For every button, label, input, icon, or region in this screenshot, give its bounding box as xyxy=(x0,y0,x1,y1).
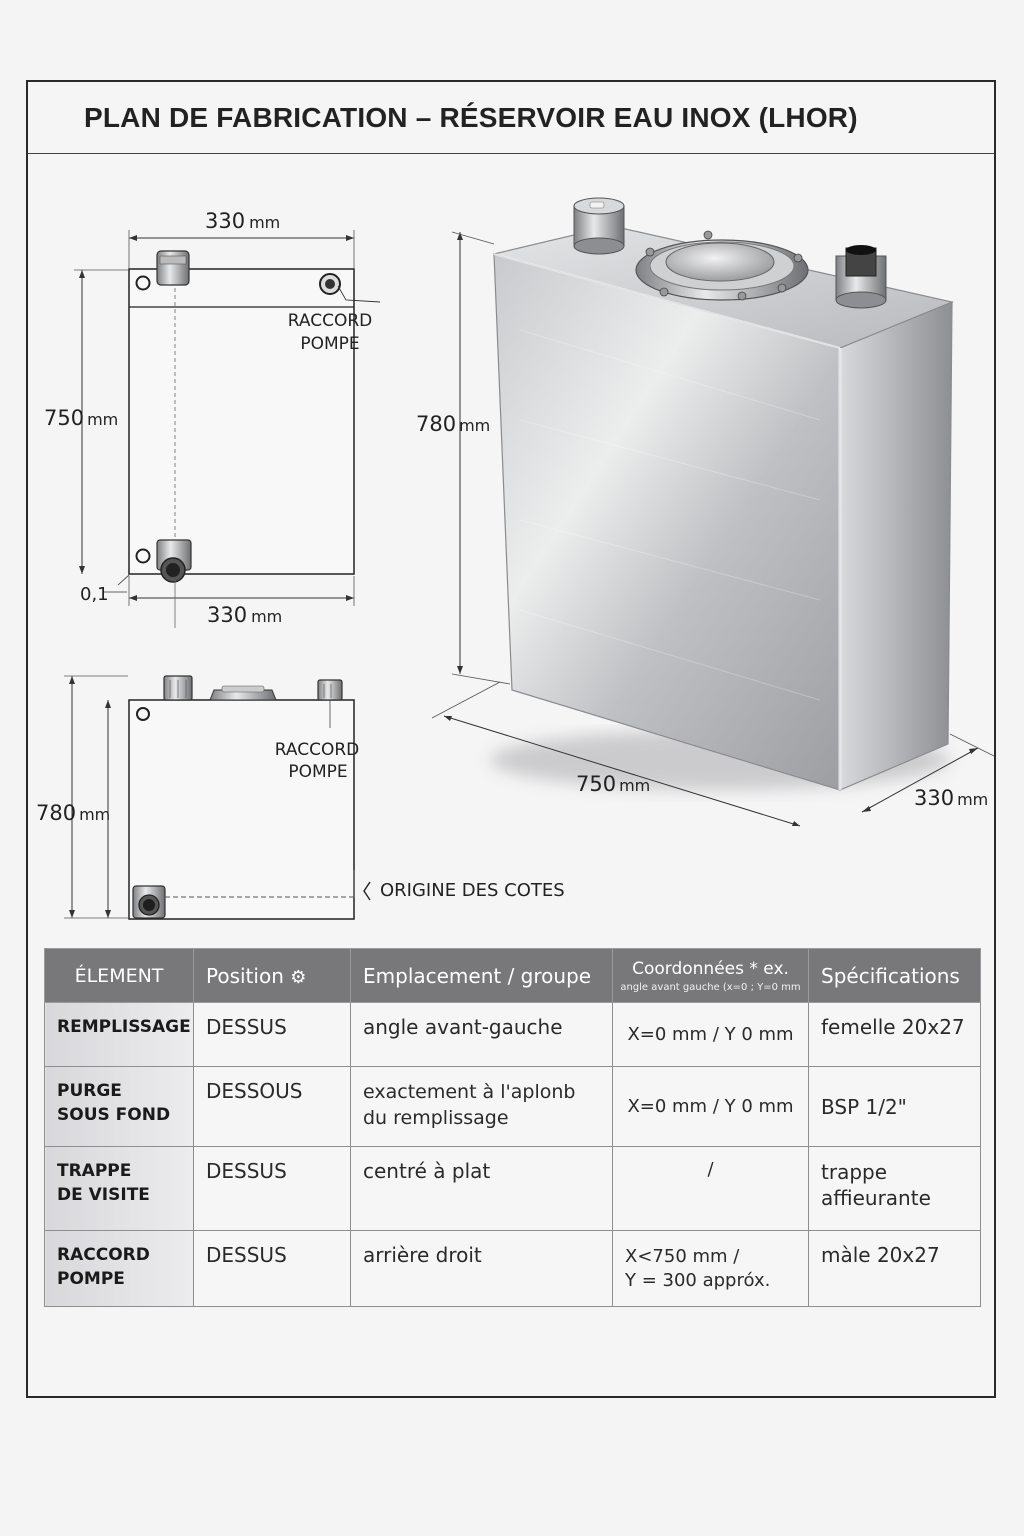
front-view-height-dimension: 780 mm xyxy=(36,801,111,825)
top-view-raccord-label: RACCORD xyxy=(287,311,373,331)
front-view xyxy=(36,676,565,919)
drain-fitting-icon xyxy=(157,540,191,582)
header-emplacement: Emplacement / groupe xyxy=(351,949,613,1003)
cell-emplacement: centré à plat xyxy=(351,1147,613,1231)
pump-fitting-side-icon xyxy=(318,680,342,700)
iso-pump-fitting-icon xyxy=(836,245,886,308)
cell-specifications: BSP 1/2" xyxy=(809,1067,981,1147)
origin-label: ORIGINE DES COTES xyxy=(380,880,565,901)
page-title: PLAN DE FABRICATION – RÉSERVOIR EAU INOX (LHOR) xyxy=(84,102,858,133)
cell-coordonnees: / xyxy=(613,1147,809,1231)
iso-height-dimension: 780 mm xyxy=(416,412,491,436)
table-row xyxy=(45,1147,981,1231)
filler-cap-icon xyxy=(157,251,189,285)
iso-filler-cap-icon xyxy=(574,198,624,254)
front-view-raccord-label: RACCORD xyxy=(274,740,360,760)
top-view-pompe-label: POMPE xyxy=(300,334,360,354)
iso-depth-dimension: 330 mm xyxy=(914,786,989,810)
top-view xyxy=(44,209,380,628)
tank-side-face xyxy=(840,302,952,790)
corner-offset-label: 0,1 xyxy=(80,584,109,605)
cell-specifications: màle 20x27 xyxy=(809,1231,981,1307)
cell-specifications: trappe affieurante xyxy=(809,1147,981,1231)
header-element: ÉLEMENT xyxy=(45,949,194,1003)
cell-position: DESSUS xyxy=(194,1003,351,1067)
gear-icon: ⚙ xyxy=(290,966,307,988)
top-view-width-top-dimension: 330 mm xyxy=(205,209,281,233)
front-view-pompe-label: POMPE xyxy=(288,762,348,782)
cell-position: DESSUS xyxy=(194,1147,351,1231)
cell-element: RACCORD POMPE xyxy=(45,1231,194,1307)
cell-coordonnees: X=0 mm / Y 0 mm xyxy=(613,1003,809,1067)
cell-emplacement: angle avant-gauche xyxy=(351,1003,613,1067)
iso-length-dimension: 750 mm xyxy=(576,772,651,796)
cell-coordonnees: X=0 mm / Y 0 mm xyxy=(613,1067,809,1147)
table-row xyxy=(45,1003,981,1067)
table-row xyxy=(45,1067,981,1147)
cell-specifications: femelle 20x27 xyxy=(809,1003,981,1067)
top-view-width-bottom-dimension: 330 mm xyxy=(207,603,283,627)
table-row xyxy=(45,1231,981,1307)
header-specifications: Spécifications xyxy=(809,949,981,1003)
cell-position: DESSOUS xyxy=(194,1067,351,1147)
cell-emplacement: arrière droit xyxy=(351,1231,613,1307)
cell-element: REMPLISSAGE xyxy=(45,1003,194,1067)
isometric-view xyxy=(416,198,994,826)
cell-element: TRAPPE DE VISITE xyxy=(45,1147,194,1231)
cell-coordonnees: X<750 mm / Y = 300 appróx. xyxy=(613,1231,809,1307)
inspection-hatch-side-icon xyxy=(210,686,276,700)
cell-element: PURGE SOUS FOND xyxy=(45,1067,194,1147)
cell-position: DESSUS xyxy=(194,1231,351,1307)
pump-fitting-icon xyxy=(320,274,340,294)
cell-emplacement: exactement à l'aplonb du remplissage xyxy=(351,1067,613,1147)
spec-table xyxy=(44,948,981,1307)
top-view-height-dimension: 750 mm xyxy=(44,406,119,430)
drain-outlet-icon xyxy=(133,886,165,918)
header-coordonnees: Coordonnées * ex. angle avant gauche (x=0 ; Y=0 mm xyxy=(613,949,809,1003)
table-header-row xyxy=(45,949,981,1003)
header-position: Position ⚙ xyxy=(194,949,351,1003)
filler-cap-side-icon xyxy=(164,676,192,700)
